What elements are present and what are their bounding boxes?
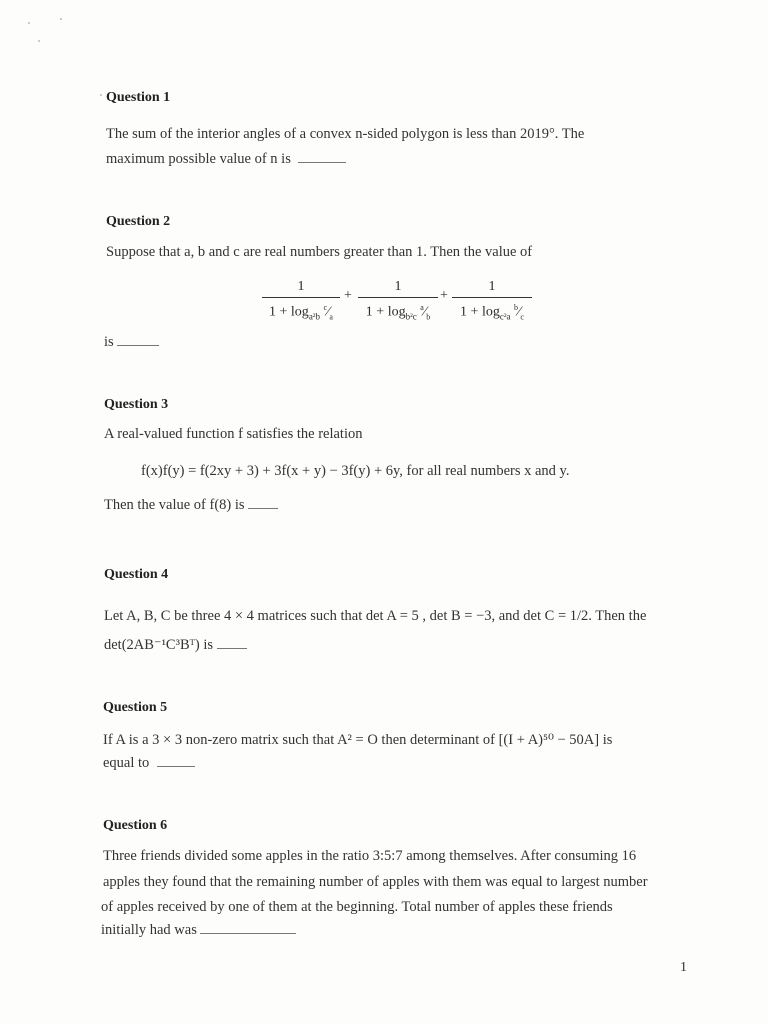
question-3-text-part: Then the value of f(8) is bbox=[104, 497, 245, 513]
question-2-text bbox=[104, 334, 159, 351]
answer-blank bbox=[200, 933, 296, 934]
question-5-heading: Question 5 bbox=[103, 700, 168, 715]
scan-speck bbox=[100, 94, 102, 96]
question-3-text: A real-valued function f satisfies the relation bbox=[104, 426, 363, 442]
question-2-text-part: is bbox=[104, 334, 114, 350]
page-number: 1 bbox=[680, 960, 687, 975]
fraction-term-3 bbox=[452, 278, 532, 322]
question-6-heading: Question 6 bbox=[103, 818, 168, 833]
fraction-denominator: $1 + \log_{a^2b}$ $^c⁄_a$ bbox=[269, 303, 333, 322]
answer-blank bbox=[117, 345, 159, 346]
question-6-text-part: initially had was bbox=[101, 922, 197, 938]
question-6-text bbox=[101, 922, 296, 939]
fraction-sum-expression bbox=[262, 278, 542, 320]
question-4-text: Let A, B, C be three 4 × 4 matrices such that det A = 5 , det B = −3, and det C = 1/2. Then the bbox=[104, 608, 647, 624]
fraction-denominator: $1 + \log_{b^2c}$ $^a⁄_b$ bbox=[365, 303, 431, 322]
question-2-text: Suppose that a, b and c are real numbers greater than 1. Then the value of bbox=[106, 244, 533, 260]
question-4-heading: Question 4 bbox=[104, 567, 169, 582]
question-4-text-part: det(2AB⁻¹C³Bᵀ) is bbox=[104, 637, 214, 653]
fraction-numerator: 1 bbox=[297, 279, 305, 294]
question-5-text bbox=[103, 755, 195, 772]
plus-sign: + bbox=[440, 288, 448, 303]
scan-speck bbox=[60, 18, 62, 20]
question-1-text bbox=[106, 151, 346, 168]
fraction-denominator: $1 + \log_{c^2a}$ $^b⁄_c$ bbox=[460, 303, 524, 322]
fraction-term-1 bbox=[262, 278, 340, 322]
answer-blank bbox=[217, 648, 247, 649]
scan-speck bbox=[38, 40, 40, 42]
fraction-term-2 bbox=[358, 278, 438, 322]
question-6-text: Three friends divided some apples in the ratio 3:5:7 among themselves. After consuming 16 bbox=[103, 848, 637, 864]
scan-speck bbox=[28, 22, 30, 24]
question-5-text-part: equal to bbox=[103, 755, 150, 771]
question-3-heading: Question 3 bbox=[104, 397, 169, 412]
fraction-numerator: 1 bbox=[394, 279, 402, 294]
question-1-heading: Question 1 bbox=[106, 90, 171, 105]
question-4-text bbox=[104, 637, 247, 654]
question-5-text: If A is a 3 × 3 non-zero matrix such that A² = O then determinant of [(I + A)⁵⁰ − 50A] is bbox=[103, 732, 613, 748]
question-2-heading: Question 2 bbox=[106, 214, 171, 229]
question-1-text-part: maximum possible value of n is bbox=[106, 151, 291, 167]
plus-sign: + bbox=[344, 288, 352, 303]
answer-blank bbox=[248, 508, 278, 509]
question-6-text: of apples received by one of them at the beginning. Total number of apples these friends bbox=[101, 899, 613, 915]
fraction-numerator: 1 bbox=[488, 279, 496, 294]
question-3-text bbox=[104, 497, 278, 514]
answer-blank bbox=[157, 766, 195, 767]
question-1-text: The sum of the interior angles of a convex n-sided polygon is less than 2019°. The bbox=[106, 126, 585, 142]
answer-blank bbox=[298, 162, 346, 163]
question-6-text: apples they found that the remaining number of apples with them was equal to largest number bbox=[103, 874, 648, 890]
question-3-equation: f(x)f(y) = f(2xy + 3) + 3f(x + y) − 3f(y) + 6y, for all real numbers x and y. bbox=[141, 463, 570, 479]
